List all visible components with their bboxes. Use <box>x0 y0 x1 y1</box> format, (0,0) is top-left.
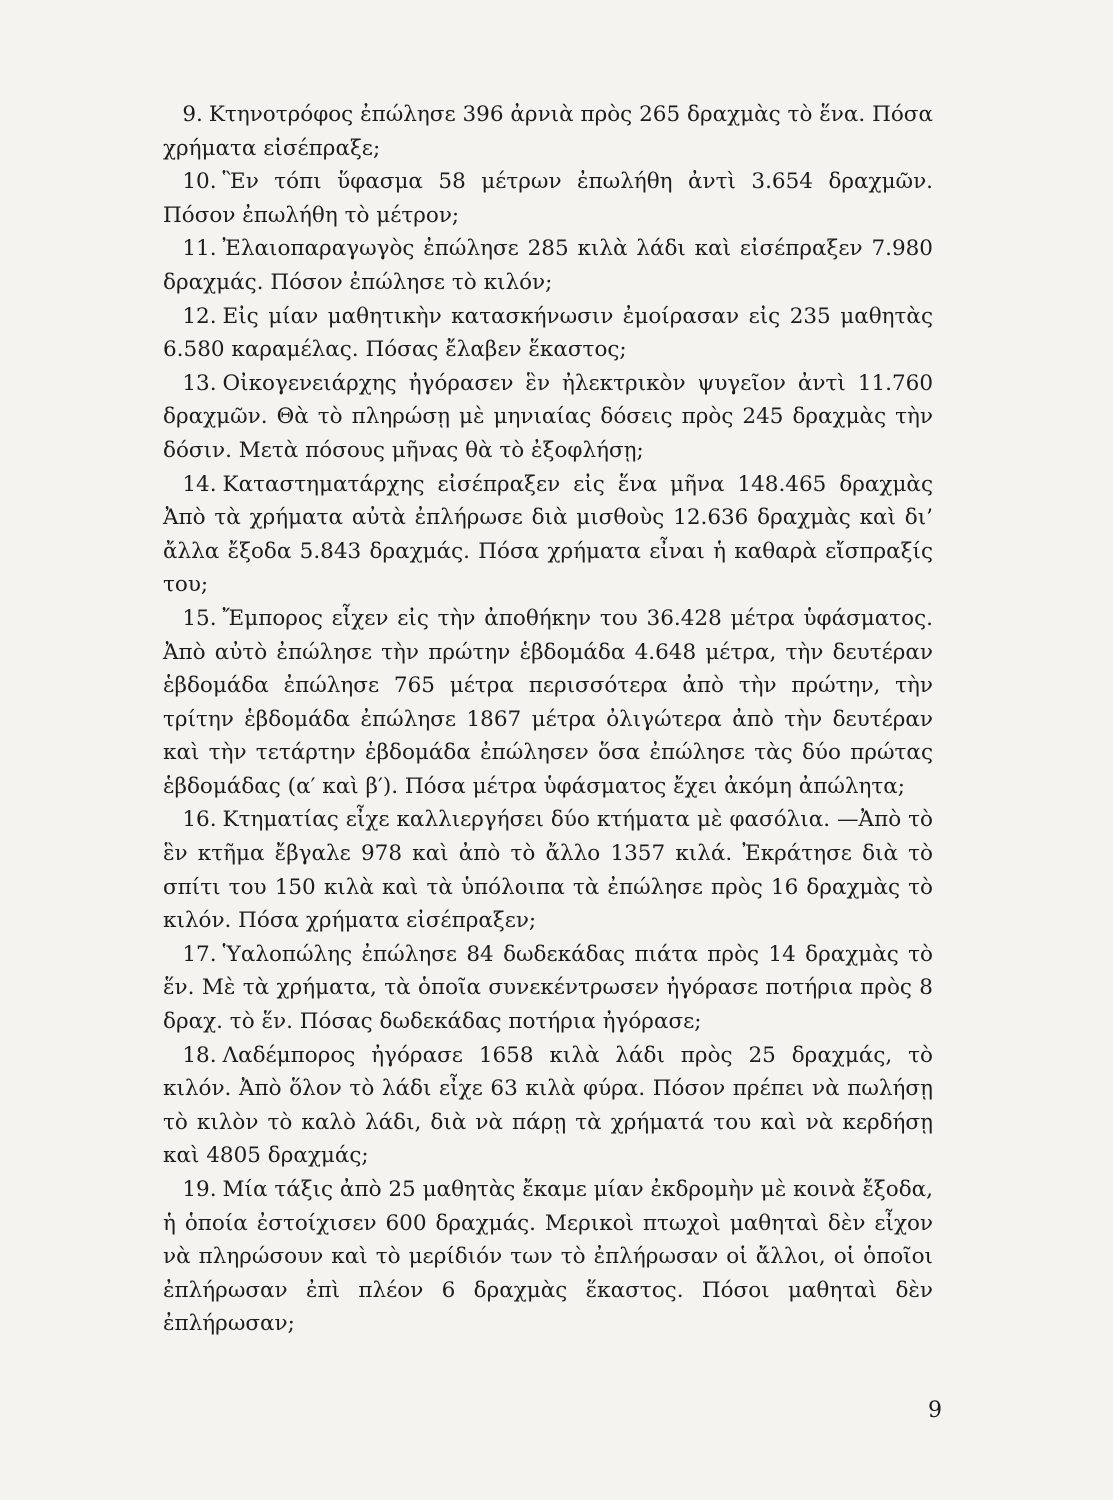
problem-14 <box>163 468 933 602</box>
problem-number: 16. <box>182 807 217 833</box>
problem-17 <box>163 938 933 1039</box>
problem-number: 14. <box>182 471 217 497</box>
problem-19 <box>163 1173 933 1341</box>
problem-12 <box>163 300 933 367</box>
problem-number: 11. <box>182 236 217 262</box>
problem-text: Λαδέμπορος ἠγόρασε 1658 κιλὰ λάδι πρὸς 25 δραχμάς, τὸ κιλόν. Ἀπὸ ὅλον τὸ λάδι εἶχε 63 κιλὰ φύρα. Πόσον πρέπει νὰ πωλήσῃ τὸ κιλὸν τὸ καλὸ λάδι, διὰ νὰ πάρῃ τὰ χρήματά του καὶ νὰ κερδήσῃ καὶ 4805 δραχμάς; <box>163 1042 933 1169</box>
problem-number: 13. <box>182 370 217 396</box>
problem-number: 10. <box>182 169 217 195</box>
problem-18 <box>163 1039 933 1173</box>
problem-text: Κτηνοτρόφος ἐπώλησε 396 ἀρνιὰ πρὸς 265 δραχμὰς τὸ ἕνα. Πόσα χρήματα εἰσέπραξε; <box>163 102 933 161</box>
problem-number: 15. <box>182 605 217 631</box>
problem-number: 12. <box>182 303 217 329</box>
problem-text: Ὑαλοπώλης ἐπώλησε 84 δωδεκάδας πιάτα πρὸς 14 δραχμὰς τὸ ἕν. Μὲ τὰ χρήματα, τὰ ὁποῖα συνεκέντρωσεν ἠγόρασε ποτήρια πρὸς 8 δραχ. τὸ ἕν. Πόσας δωδεκάδας ποτήρια ἠγόρασε; <box>163 941 933 1035</box>
problem-9 <box>163 98 933 165</box>
problem-text: Κτηματίας εἶχε καλλιεργήσει δύο κτήματα μὲ φασόλια. —Ἀπὸ τὸ ἓν κτῆμα ἔβγαλε 978 καὶ ἀπὸ τὸ ἄλλο 1357 κιλά. Ἐκράτησε διὰ τὸ σπίτι του 150 κιλὰ καὶ τὰ ὑπόλοιπα τὰ ἐπώλησε πρὸς 16 δραχμὰς τὸ κιλόν. Πόσα χρήματα εἰσέπραξεν; <box>163 807 933 934</box>
problem-text: Ἐλαιοπαραγωγὸς ἐπώλησε 285 κιλὰ λάδι καὶ εἰσέπραξεν 7.980 δραχμάς. Πόσον ἐπώλησε τὸ κιλόν; <box>163 236 933 295</box>
problem-11 <box>163 232 933 299</box>
problem-number: 9. <box>182 102 203 127</box>
problem-text: Καταστηματάρχης εἰσέπραξεν εἰς ἕνα μῆνα 148.465 δραχμὰς Ἀπὸ τὰ χρήματα αὐτὰ ἐπλήρωσε διὰ μισθοὺς 12.636 δραχμὰς καὶ δι’ ἄλλα ἔξοδα 5.843 δραχμάς. Πόσα χρήματα εἶναι ἡ καθαρὰ εἴσπραξίς του; <box>163 471 933 598</box>
problem-15 <box>163 602 933 804</box>
page-number: 9 <box>928 1398 942 1423</box>
problem-number: 18. <box>182 1042 217 1068</box>
problem-text: Ἔμπορος εἶχεν εἰς τὴν ἀποθήκην του 36.428 μέτρα ὑφάσματος. Ἀπὸ αὐτὸ ἐπώλησε τὴν πρώτην ἑβδομάδα 4.648 μέτρα, τὴν δευτέραν ἑβδομάδα ἐπώλησε 765 μέτρα περισσότερα ἀπὸ τὴν πρώτην, τὴν τρίτην ἑβδομάδα ἐπώλησε 1867 μέτρα ὀλιγώτερα ἀπὸ τὴν δευτέραν καὶ τὴν τετάρτην ἑβδομάδα ἐπώλησεν ὅσα ἐπώλησε τὰς δύο πρώτας ἑβδομάδας (α′ καὶ β′). Πόσα μέτρα ὑφάσματος ἔχει ἀκόμη ἀπώλητα; <box>163 605 933 799</box>
problem-number: 17. <box>182 941 217 967</box>
problem-10 <box>163 165 933 232</box>
problem-list <box>163 98 933 1341</box>
problem-text: Οἰκογενειάρχης ἠγόρασεν ἓν ἠλεκτρικὸν ψυγεῖον ἀντὶ 11.760 δραχμῶν. Θὰ τὸ πληρώσῃ μὲ μηνιαίας δόσεις πρὸς 245 δραχμὰς τὴν δόσιν. Μετὰ πόσους μῆνας θὰ τὸ ἐξοφλήσῃ; <box>163 370 933 463</box>
problem-text: Ἓν τόπι ὕφασμα 58 μέτρων ἐπωλήθη ἀντὶ 3.654 δραχμῶν. Πόσον ἐπωλήθη τὸ μέτρον; <box>163 169 933 228</box>
problem-13 <box>163 367 933 468</box>
problem-16 <box>163 803 933 937</box>
problem-text: Μία τάξις ἀπὸ 25 μαθητὰς ἔκαμε μίαν ἐκδρομὴν μὲ κοινὰ ἔξοδα, ἡ ὁποία ἐστοίχισεν 600 δραχμάς. Μερικοὶ πτωχοὶ μαθηταὶ δὲν εἶχον νὰ πληρώσουν καὶ τὸ μερίδιόν των τὸ ἐπλήρωσαν οἱ ἄλλοι, οἱ ὁποῖοι ἐπλήρωσαν ἐπὶ πλέον 6 δραχμὰς ἕκαστος. Πόσοι μαθηταὶ δὲν ἐπλήρωσαν; <box>163 1177 933 1337</box>
problem-text: Εἰς μίαν μαθητικὴν κατασκήνωσιν ἐμοίρασαν εἰς 235 μαθητὰς 6.580 καραμέλας. Πόσας ἔλαβεν ἕκαστος; <box>163 303 933 363</box>
problem-number: 19. <box>182 1177 217 1202</box>
